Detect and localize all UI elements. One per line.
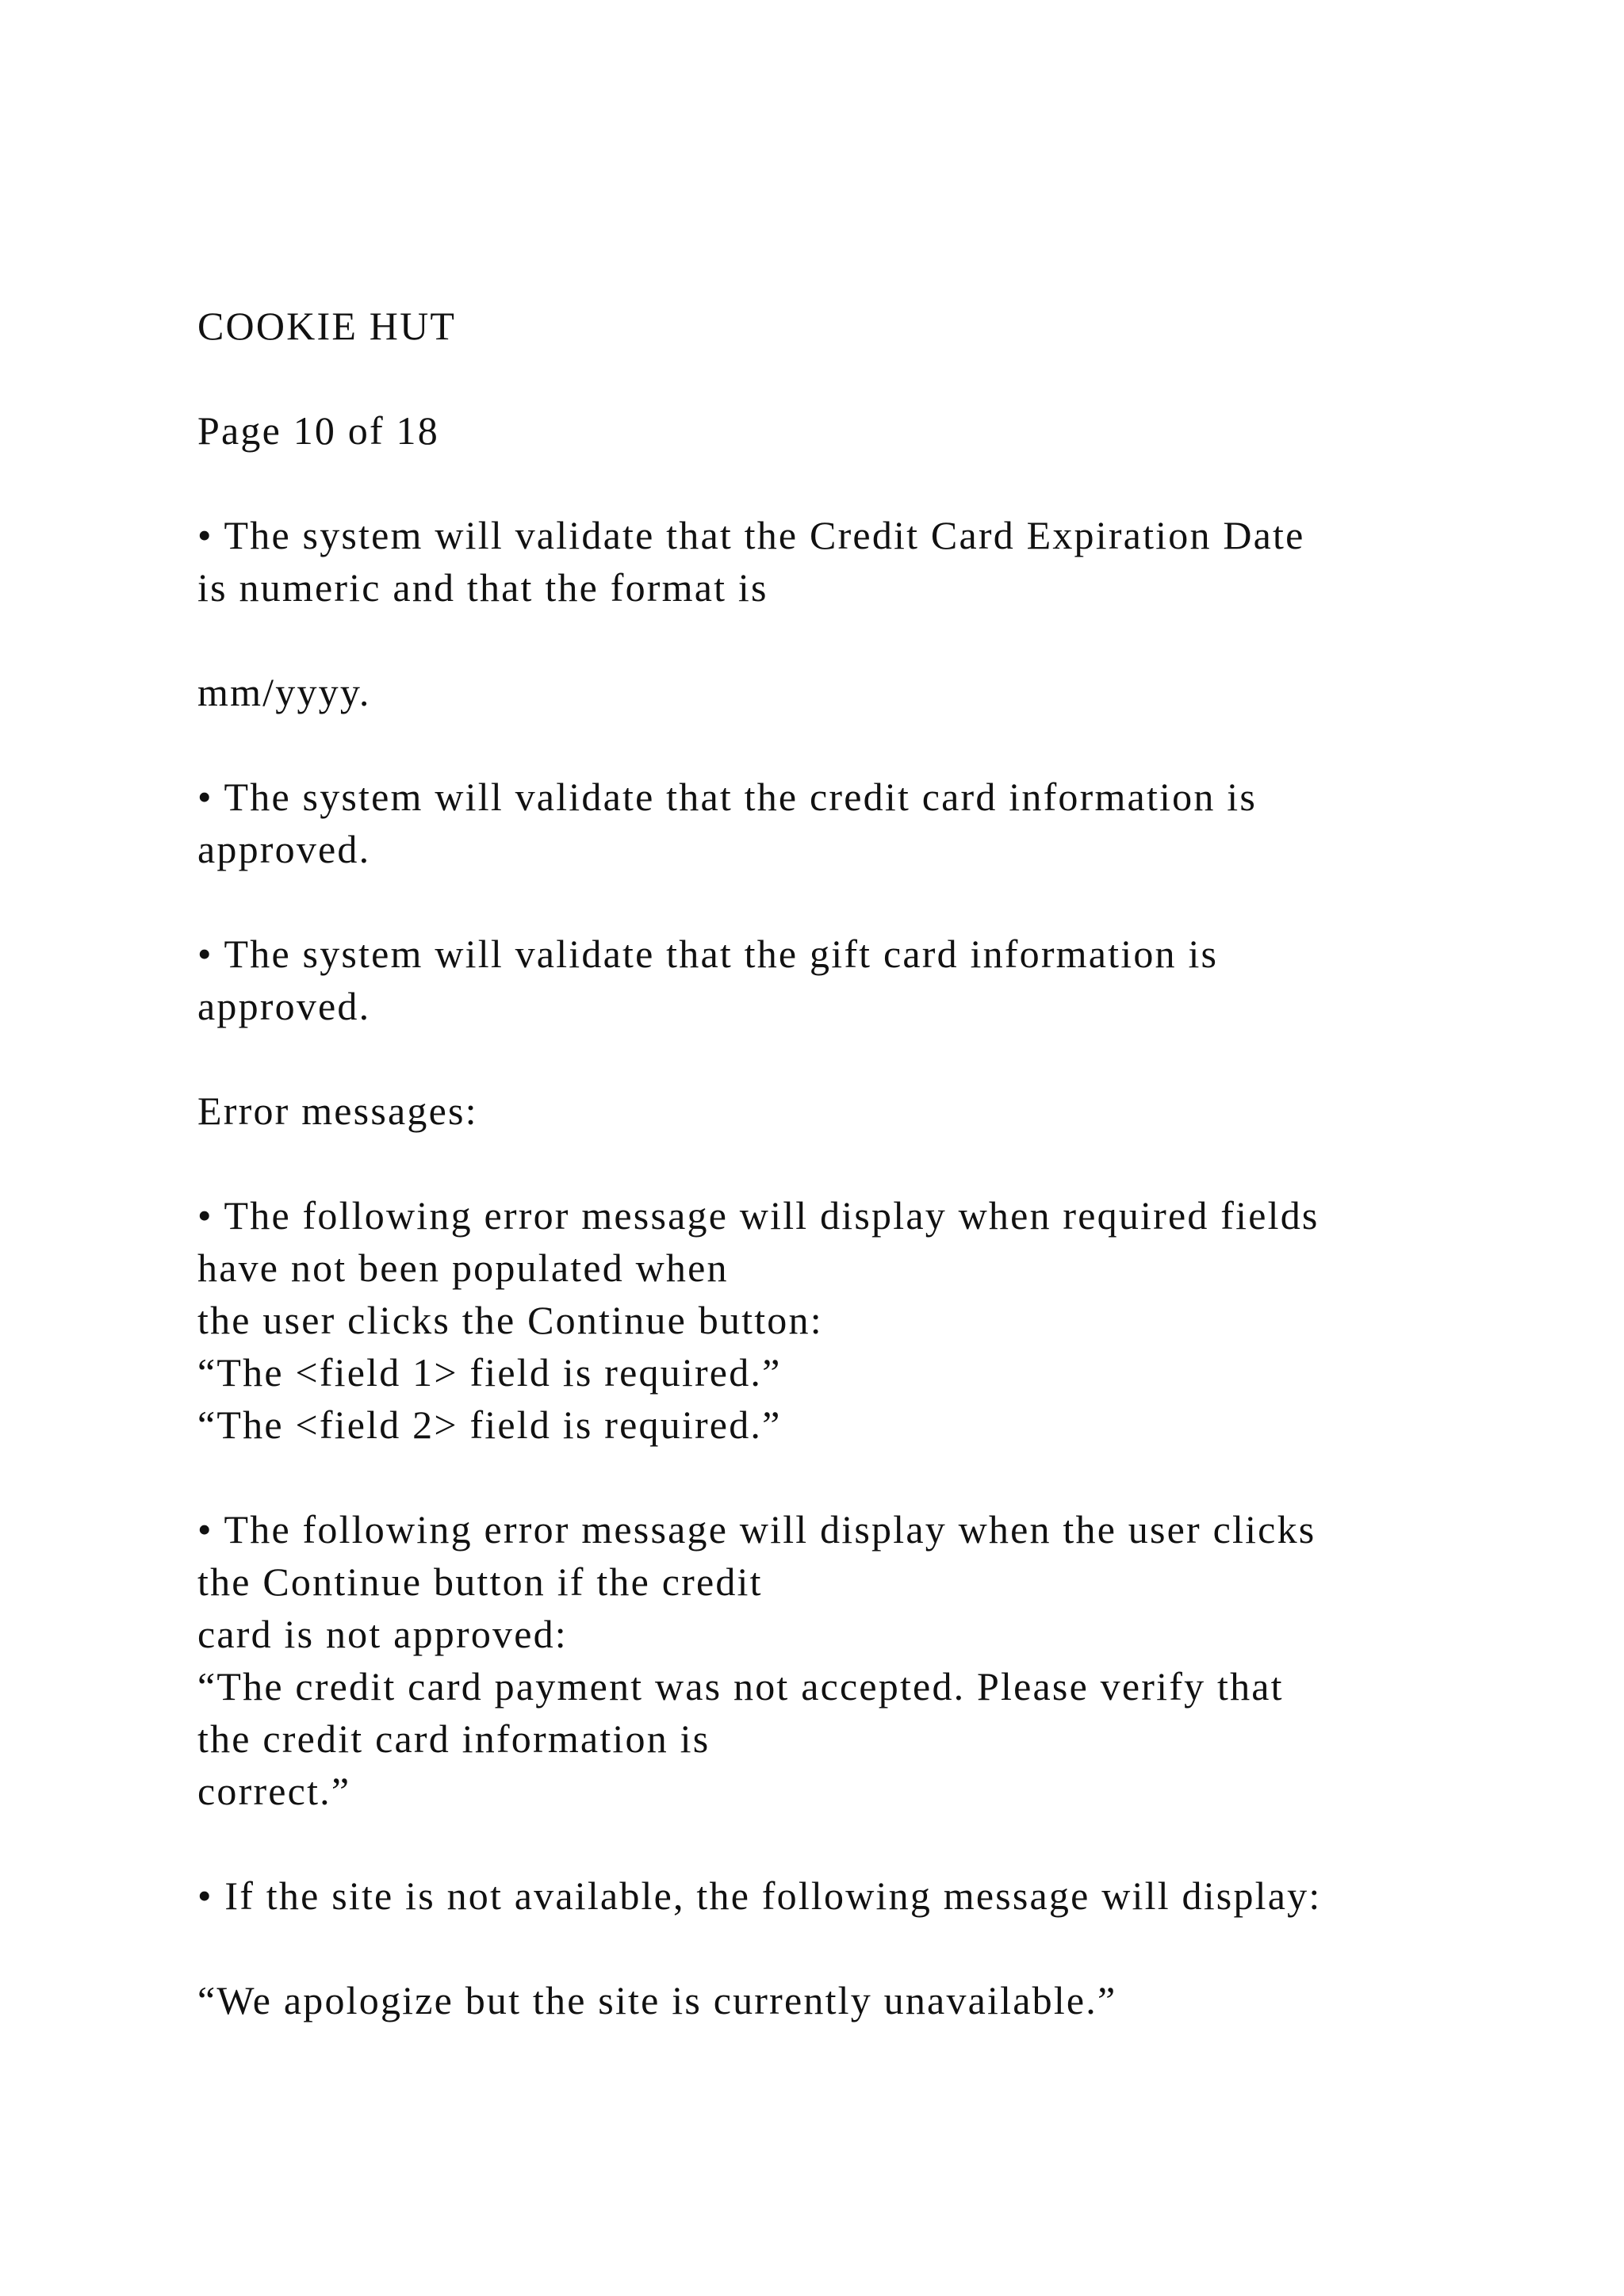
paragraph [197, 928, 1530, 1032]
header-title [197, 300, 1530, 352]
paragraph [197, 509, 1530, 614]
paragraph-line: card is not approved: [197, 1612, 568, 1656]
paragraph-line: • The following error message will display when required fields [197, 1193, 1320, 1238]
paragraph [197, 771, 1530, 875]
paragraph [197, 1974, 1530, 2026]
paragraph-line: is numeric and that the format is [197, 565, 768, 610]
paragraph-line: the Continue button if the credit [197, 1559, 763, 1604]
paragraph-line: the credit card information is [197, 1716, 710, 1761]
paragraph-line: have not been populated when [197, 1246, 729, 1290]
document-body [197, 300, 1530, 2026]
paragraph [197, 1189, 1530, 1451]
paragraph-line: approved. [197, 984, 371, 1028]
paragraph-line: “The <field 1> field is required.” [197, 1350, 782, 1395]
paragraph-line: mm/yyyy. [197, 670, 371, 714]
paragraph-line: the user clicks the Continue button: [197, 1298, 823, 1342]
paragraph-line: “The credit card payment was not accepted. Please verify that [197, 1664, 1284, 1709]
page-indicator-text: Page 10 of 18 [197, 408, 439, 453]
paragraph [197, 1503, 1530, 1817]
paragraph-line: • The system will validate that the Credit Card Expiration Date [197, 513, 1305, 557]
paragraph [197, 666, 1530, 718]
paragraph-line: “We apologize but the site is currently unavailable.” [197, 1978, 1117, 2022]
paragraph-line: • The system will validate that the credit card information is [197, 775, 1257, 819]
paragraph [197, 1869, 1530, 1922]
paragraph-list [197, 509, 1530, 2026]
paragraph-line: • The following error message will display when the user clicks [197, 1507, 1316, 1552]
paragraph-line: • The system will validate that the gift card information is [197, 932, 1219, 976]
paragraph-line: correct.” [197, 1769, 351, 1813]
paragraph-line: “The <field 2> field is required.” [197, 1402, 782, 1447]
paragraph-line: Error messages: [197, 1089, 478, 1133]
paragraph [197, 1085, 1530, 1137]
header-title-text: COOKIE HUT [197, 304, 457, 348]
paragraph-line: • If the site is not available, the following message will display: [197, 1873, 1322, 1918]
page-indicator [197, 404, 1530, 457]
paragraph-line: approved. [197, 827, 371, 871]
